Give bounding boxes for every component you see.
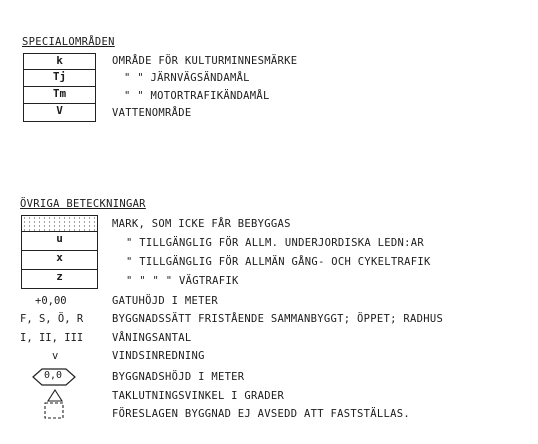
special-code-tm: Tm	[23, 86, 96, 104]
other-code-u: u	[21, 231, 98, 251]
other-text-mark: MARK, SOM ICKE FÅR BEBYGGAS	[112, 218, 291, 230]
special-text-v: VATTENOMRÅDE	[112, 107, 192, 119]
proposed-building-dashed-icon	[44, 402, 64, 419]
other-text-z: " " " " VÄGTRAFIK	[126, 275, 239, 287]
storeys-symbol: I, II, III	[20, 332, 84, 344]
special-code-v: V	[23, 103, 96, 122]
other-text-x: " TILLGÄNGLIG FÖR ALLMÄN GÅNG- OCH CYKELTRAFIK	[126, 256, 431, 268]
other-heading: ÖVRIGA BETECKNINGAR	[20, 198, 146, 210]
other-code-x: x	[21, 250, 98, 270]
attic-symbol: v	[52, 350, 59, 362]
building-height-diamond-icon	[32, 368, 76, 386]
special-code-tj: Tj	[23, 69, 96, 87]
street-height-text: GATUHÖJD I METER	[112, 295, 218, 307]
building-mode-symbol: F, S, Ö, R	[20, 313, 84, 325]
proposed-building-text: FÖRESLAGEN BYGGNAD EJ AVSEDD ATT FASTSTÄLLAS.	[112, 408, 410, 420]
attic-text: VINDSINREDNING	[112, 350, 205, 362]
street-height-symbol: +0,00	[35, 295, 67, 307]
special-text-k: OMRÅDE FÖR KULTURMINNESMÄRKE	[112, 55, 298, 67]
special-text-tm: " " MOTORTRAFIKÄNDAMÅL	[124, 90, 270, 102]
roof-slope-triangle-icon	[47, 387, 63, 400]
storeys-text: VÅNINGSANTAL	[112, 332, 192, 344]
other-text-u: " TILLGÄNGLIG FÖR ALLM. UNDERJORDISKA LEDN:AR	[126, 237, 424, 249]
roof-slope-text: TAKLUTNINGSVINKEL I GRADER	[112, 390, 285, 402]
other-code-z: z	[21, 269, 98, 289]
dotted-area-swatch	[21, 215, 98, 232]
building-mode-text: BYGGNADSSÄTT FRISTÅENDE SAMMANBYGGT; ÖPPET; RADHUS	[112, 313, 444, 325]
special-text-tj: " " JÄRNVÄGSÄNDAMÅL	[124, 72, 250, 84]
special-heading: SPECIALOMRÅDEN	[22, 36, 115, 48]
building-height-symbol: 0,0	[44, 370, 63, 381]
building-height-text: BYGGNADSHÖJD I METER	[112, 371, 245, 383]
special-code-k: k	[23, 53, 96, 70]
